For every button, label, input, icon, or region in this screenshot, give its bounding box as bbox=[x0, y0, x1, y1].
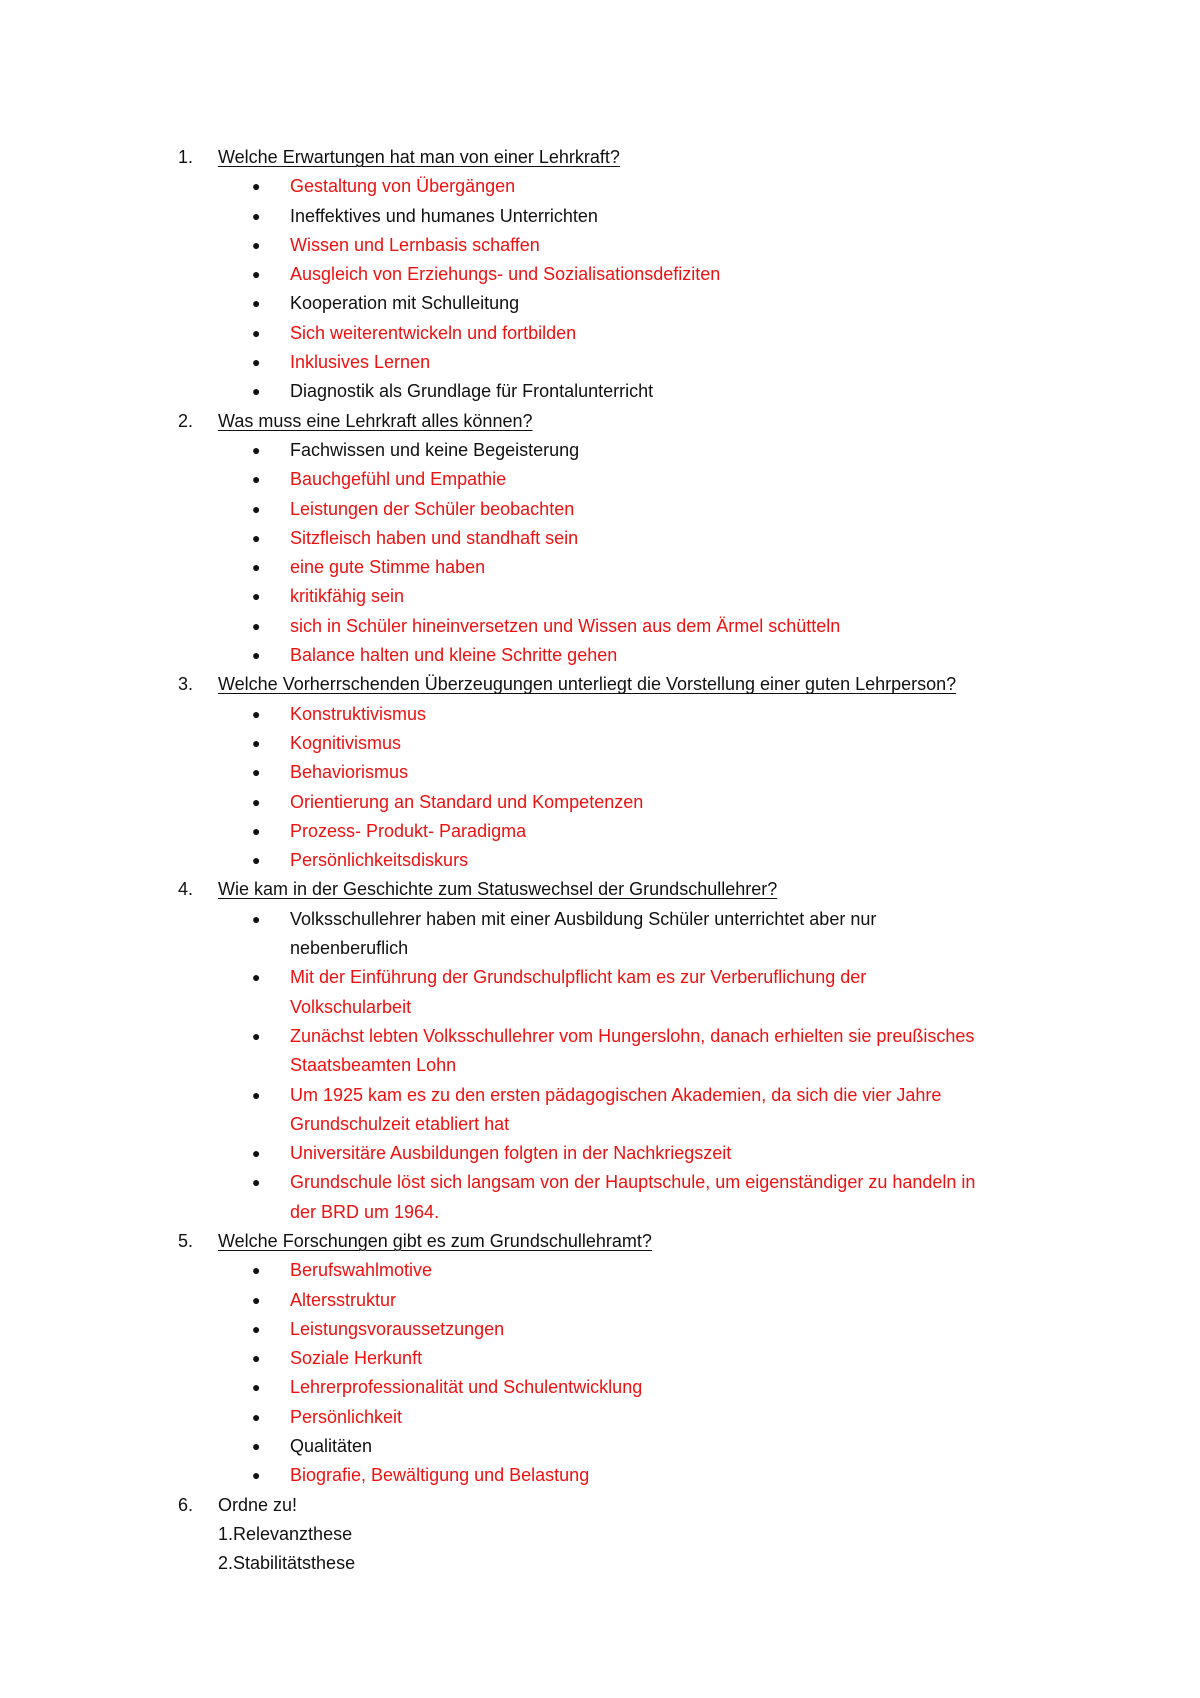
bullet-icon: ● bbox=[252, 910, 261, 927]
answer-text: Lehrerprofessionalität und Schulentwicklung bbox=[290, 1377, 643, 1398]
bullet-icon: ● bbox=[252, 1027, 261, 1044]
answer-item bbox=[178, 1022, 1078, 1081]
answer-item bbox=[178, 289, 1078, 318]
bullet-icon: ● bbox=[252, 324, 261, 341]
answer-text: Leistungsvoraussetzungen bbox=[290, 1318, 505, 1339]
answer-text: Universitäre Ausbildungen folgten in der Nachkriegszeit bbox=[290, 1143, 732, 1164]
question-text: Welche Vorherrschenden Überzeugungen unterliegt die Vorstellung einer guten Lehrperson? bbox=[218, 674, 957, 695]
answer-item bbox=[178, 231, 1078, 260]
question-text: Ordne zu! bbox=[218, 1494, 298, 1515]
bullet-icon: ● bbox=[252, 383, 261, 400]
answer-item bbox=[178, 758, 1078, 787]
answer-text: Gestaltung von Übergängen bbox=[290, 176, 516, 197]
bullet-icon: ● bbox=[252, 734, 261, 751]
answer-text: Leistungen der Schüler beobachten bbox=[290, 498, 575, 519]
answer-text-continued: der BRD um 1964. bbox=[290, 1201, 440, 1222]
answer-text: Sitzfleisch haben und standhaft sein bbox=[290, 527, 579, 548]
bullet-icon: ● bbox=[252, 647, 261, 664]
question-number: 2. bbox=[178, 410, 194, 431]
answer-item bbox=[178, 1081, 1078, 1140]
answer-item bbox=[178, 788, 1078, 817]
answer-item bbox=[178, 817, 1078, 846]
bullet-icon: ● bbox=[252, 1086, 261, 1103]
answer-item bbox=[178, 1373, 1078, 1402]
answer-text: Kognitivismus bbox=[290, 732, 402, 753]
answer-item bbox=[178, 612, 1078, 641]
bullet-icon: ● bbox=[252, 852, 261, 869]
answer-item bbox=[178, 1403, 1078, 1432]
question-6 bbox=[178, 1491, 1078, 1520]
answer-text: Balance halten und kleine Schritte gehen bbox=[290, 645, 618, 666]
answer-list bbox=[178, 700, 1078, 876]
bullet-icon: ● bbox=[252, 1379, 261, 1396]
answer-item bbox=[178, 1432, 1078, 1461]
answer-item bbox=[178, 202, 1078, 231]
answer-item bbox=[178, 495, 1078, 524]
answer-item bbox=[178, 524, 1078, 553]
answer-item bbox=[178, 1168, 1078, 1227]
answer-text: Kooperation mit Schulleitung bbox=[290, 293, 520, 314]
question-text: Welche Forschungen gibt es zum Grundschullehramt? bbox=[218, 1230, 652, 1251]
bullet-icon: ● bbox=[252, 1262, 261, 1279]
answer-text: Behaviorismus bbox=[290, 762, 409, 783]
answer-text: Qualitäten bbox=[290, 1436, 373, 1457]
question-number: 3. bbox=[178, 674, 194, 695]
answer-list bbox=[178, 436, 1078, 670]
answer-item bbox=[178, 700, 1078, 729]
answer-text: Sich weiterentwickeln und fortbilden bbox=[290, 322, 577, 343]
bullet-icon: ● bbox=[252, 793, 261, 810]
answer-text: Soziale Herkunft bbox=[290, 1348, 423, 1369]
answer-text: Volksschullehrer haben mit einer Ausbildung Schüler unterrichtet aber nur bbox=[290, 908, 877, 929]
answer-text: Prozess- Produkt- Paradigma bbox=[290, 820, 527, 841]
answer-text-continued: nebenberuflich bbox=[290, 938, 409, 959]
answer-item bbox=[178, 465, 1078, 494]
answer-item bbox=[178, 1286, 1078, 1315]
answer-text: Biografie, Bewältigung und Belastung bbox=[290, 1465, 590, 1486]
question-text: Wie kam in der Geschichte zum Statuswechsel der Grundschullehrer? bbox=[218, 879, 778, 900]
bullet-icon: ● bbox=[252, 705, 261, 722]
answer-item bbox=[178, 963, 1078, 1022]
answer-item bbox=[178, 729, 1078, 758]
bullet-icon: ● bbox=[252, 588, 261, 605]
bullet-icon: ● bbox=[252, 822, 261, 839]
bullet-icon: ● bbox=[252, 764, 261, 781]
answer-item bbox=[178, 1461, 1078, 1490]
match-item: 2.Stabilitätsthese bbox=[218, 1553, 356, 1574]
answer-text-continued: Grundschulzeit etabliert hat bbox=[290, 1113, 510, 1134]
question-text: Was muss eine Lehrkraft alles können? bbox=[218, 410, 533, 431]
question-3 bbox=[178, 670, 1078, 699]
answer-text: Ineffektives und humanes Unterrichten bbox=[290, 205, 598, 226]
bullet-icon: ● bbox=[252, 1467, 261, 1484]
answer-item bbox=[178, 1139, 1078, 1168]
answer-item bbox=[178, 582, 1078, 611]
answer-text: Persönlichkeit bbox=[290, 1406, 403, 1427]
question-text: Welche Erwartungen hat man von einer Lehrkraft? bbox=[218, 147, 620, 167]
bullet-icon: ● bbox=[252, 617, 261, 634]
answer-list bbox=[178, 172, 1078, 406]
answer-text: Ausgleich von Erziehungs- und Sozialisationsdefiziten bbox=[290, 264, 721, 285]
answer-item bbox=[178, 846, 1078, 875]
answer-text: Orientierung an Standard und Kompetenzen bbox=[290, 791, 644, 812]
answer-text: Altersstruktur bbox=[290, 1289, 397, 1310]
answer-item bbox=[178, 553, 1078, 582]
bullet-icon: ● bbox=[252, 500, 261, 517]
worksheet-content bbox=[178, 143, 1078, 1579]
answer-text: Konstruktivismus bbox=[290, 703, 427, 724]
match-item: 1.Relevanzthese bbox=[218, 1523, 353, 1544]
bullet-icon: ● bbox=[252, 1145, 261, 1162]
answer-item bbox=[178, 1256, 1078, 1285]
bullet-icon: ● bbox=[252, 354, 261, 371]
answer-text-continued: Volkschularbeit bbox=[290, 996, 412, 1017]
answer-text: Fachwissen und keine Begeisterung bbox=[290, 439, 580, 460]
bullet-icon: ● bbox=[252, 529, 261, 546]
question-number: 5. bbox=[178, 1230, 194, 1251]
answer-text: Berufswahlmotive bbox=[290, 1260, 433, 1281]
answer-text: kritikfähig sein bbox=[290, 586, 405, 607]
answer-item bbox=[178, 377, 1078, 406]
answer-text: Um 1925 kam es zu den ersten pädagogischen Akademien, da sich die vier Jahre bbox=[290, 1084, 942, 1105]
question-1 bbox=[178, 143, 1078, 172]
answer-list bbox=[178, 905, 1078, 1227]
answer-item bbox=[178, 172, 1078, 201]
answer-item bbox=[178, 641, 1078, 670]
answer-item bbox=[178, 319, 1078, 348]
bullet-icon: ● bbox=[252, 1408, 261, 1425]
bullet-icon: ● bbox=[252, 441, 261, 458]
answer-text: Diagnostik als Grundlage für Frontalunterricht bbox=[290, 381, 654, 402]
answer-list bbox=[178, 1256, 1078, 1490]
bullet-icon: ● bbox=[252, 1438, 261, 1455]
bullet-icon: ● bbox=[252, 1291, 261, 1308]
answer-text: eine gute Stimme haben bbox=[290, 557, 486, 578]
answer-text: Wissen und Lernbasis schaffen bbox=[290, 234, 540, 255]
question-2 bbox=[178, 407, 1078, 436]
bullet-icon: ● bbox=[252, 1320, 261, 1337]
answer-text: sich in Schüler hineinversetzen und Wissen aus dem Ärmel schütteln bbox=[290, 615, 841, 636]
question-number: 6. bbox=[178, 1494, 194, 1515]
answer-text: Grundschule löst sich langsam von der Hauptschule, um eigenständiger zu handeln in bbox=[290, 1172, 976, 1193]
answer-text: Mit der Einführung der Grundschulpflicht kam es zur Verberuflichung der bbox=[290, 967, 867, 988]
question-5 bbox=[178, 1227, 1078, 1256]
question-4 bbox=[178, 875, 1078, 904]
bullet-icon: ● bbox=[252, 266, 261, 283]
bullet-icon: ● bbox=[252, 471, 261, 488]
answer-text: Bauchgefühl und Empathie bbox=[290, 469, 507, 490]
answer-item bbox=[178, 260, 1078, 289]
answer-item bbox=[178, 1344, 1078, 1373]
bullet-icon: ● bbox=[252, 207, 261, 224]
bullet-icon: ● bbox=[252, 295, 261, 312]
bullet-icon: ● bbox=[252, 969, 261, 986]
answer-item bbox=[178, 436, 1078, 465]
bullet-icon: ● bbox=[252, 178, 261, 195]
answer-text: Inklusives Lernen bbox=[290, 352, 431, 373]
answer-item bbox=[178, 348, 1078, 377]
answer-text-continued: Staatsbeamten Lohn bbox=[290, 1055, 457, 1076]
answer-item bbox=[178, 1315, 1078, 1344]
bullet-icon: ● bbox=[252, 236, 261, 253]
bullet-icon: ● bbox=[252, 559, 261, 576]
answer-item bbox=[178, 905, 1078, 964]
question-number: 4. bbox=[178, 879, 194, 900]
question-number: 1. bbox=[178, 147, 194, 167]
bullet-icon: ● bbox=[252, 1174, 261, 1191]
answer-text: Zunächst lebten Volksschullehrer vom Hungerslohn, danach erhielten sie preußisches bbox=[290, 1025, 975, 1046]
answer-text: Persönlichkeitsdiskurs bbox=[290, 850, 469, 871]
bullet-icon: ● bbox=[252, 1350, 261, 1367]
